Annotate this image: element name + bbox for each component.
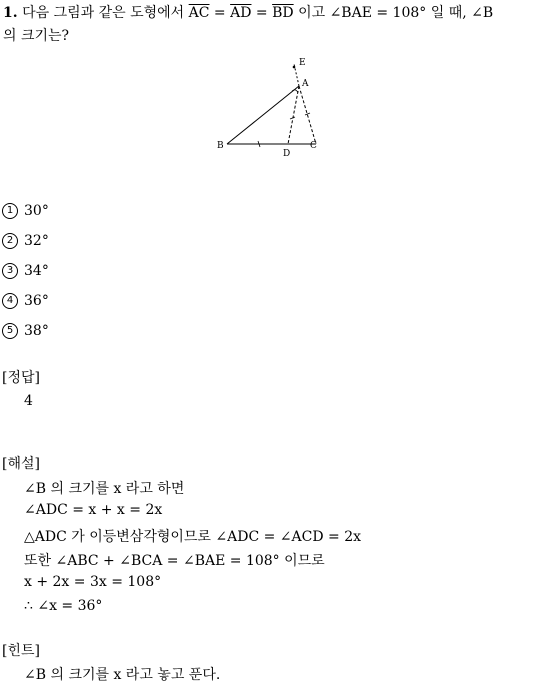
- label-e: E: [299, 58, 306, 68]
- choice-number: 5: [2, 323, 18, 339]
- segment-bd: $\overline{BD}$: [272, 5, 294, 21]
- choice-1[interactable]: [2, 203, 49, 219]
- choice-2[interactable]: [2, 233, 49, 249]
- solution-line: △ADC 가 이등변삼각형이므로 ∠ADC = ∠ACD = 2x: [24, 529, 362, 545]
- question-text-part1: 다음 그림과 같은 도형에서: [22, 5, 189, 21]
- label-a: A: [302, 79, 309, 89]
- choice-number: 3: [2, 263, 18, 279]
- segment-ad: $\overline{AD}$: [230, 5, 252, 21]
- segment-ac-line: [299, 86, 316, 144]
- segment-ad-line: [288, 86, 299, 144]
- choice-number: 4: [2, 293, 18, 309]
- choice-4[interactable]: [2, 293, 49, 309]
- hint-label: [힌트]: [2, 643, 40, 659]
- choice-value: 30°: [24, 203, 49, 219]
- solution-line: ∠B 의 크기를 x 라고 하면: [24, 481, 185, 497]
- choice-value: 36°: [24, 293, 49, 309]
- solution-label: [해설]: [2, 456, 40, 472]
- solution-line: 또한 ∠ABC + ∠BCA = ∠BAE = 108° 이므로: [24, 553, 325, 569]
- choice-number: 1: [2, 203, 18, 219]
- solution-line: x + 2x = 3x = 108°: [24, 574, 162, 590]
- choice-value: 32°: [24, 233, 49, 249]
- segment-ac: $\overline{AC}$: [188, 5, 210, 21]
- point-e: [293, 66, 296, 69]
- label-b: B: [217, 141, 224, 151]
- choice-value: 34°: [24, 263, 49, 279]
- triangle-figure: [210, 55, 325, 160]
- question-text-continued: 의 크기는?: [3, 28, 70, 44]
- choice-3[interactable]: [2, 263, 49, 279]
- question-text-part2: 이고 ∠BAE = 108° 일 때, ∠B: [293, 5, 494, 21]
- solution-line: ∠ADC = x + x = 2x: [24, 502, 163, 518]
- segment-ba: [227, 86, 299, 144]
- answer-value: 4: [24, 393, 33, 409]
- equals-sign: =: [251, 5, 273, 21]
- solution-line: ∴ ∠x = 36°: [24, 598, 103, 614]
- tick-mark: [305, 113, 310, 115]
- choice-number: 2: [2, 233, 18, 249]
- question-text: [3, 2, 493, 22]
- equals-sign: =: [209, 5, 231, 21]
- hint-text: ∠B 의 크기를 x 라고 놓고 푼다.: [24, 667, 221, 683]
- choice-value: 38°: [24, 323, 49, 339]
- label-c: C: [310, 141, 317, 151]
- tick-mark: [290, 117, 295, 119]
- answer-label: [정답]: [2, 370, 40, 386]
- choice-5[interactable]: [2, 323, 49, 339]
- label-d: D: [283, 149, 291, 159]
- question-number: 1.: [3, 5, 18, 21]
